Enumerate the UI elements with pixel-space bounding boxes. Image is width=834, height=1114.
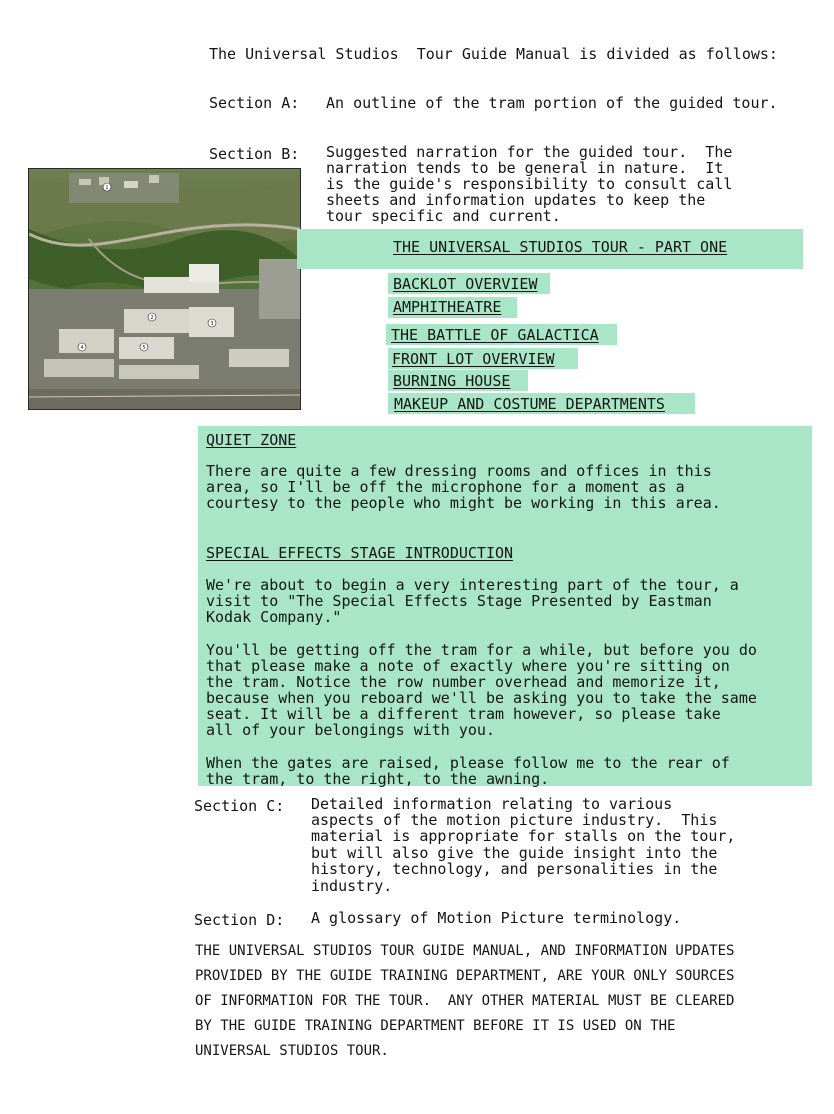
quiet-zone-heading: QUIET ZONE xyxy=(206,431,297,449)
special-effects-heading: SPECIAL EFFECTS STAGE INTRODUCTION xyxy=(206,544,514,562)
section-a-label: Section A: xyxy=(209,94,300,112)
photo-marker-label: 1 xyxy=(105,185,109,191)
section-b-line: Suggested narration for the guided tour. The xyxy=(326,143,733,161)
toc-item: THE BATTLE OF GALACTICA xyxy=(391,326,599,344)
notice-line: BY THE GUIDE TRAINING DEPARTMENT BEFORE IT IS USED ON THE xyxy=(195,1018,676,1034)
section-c-line: aspects of the motion picture industry. This xyxy=(311,811,718,829)
section-b-line: is the guide's responsibility to consult call xyxy=(326,175,733,193)
special-effects-line: because when you reboard we'll be asking you to take the same xyxy=(206,689,757,707)
notice-line: PROVIDED BY THE GUIDE TRAINING DEPARTMENT, ARE YOUR ONLY SOURCES xyxy=(195,968,735,984)
quiet-zone-line: courtesy to the people who might be working in this area. xyxy=(206,494,721,512)
section-c-label: Section C: xyxy=(194,797,285,815)
studio-aerial-photo xyxy=(28,168,301,410)
toc-item: MAKEUP AND COSTUME DEPARTMENTS xyxy=(394,395,665,413)
special-effects-line: Kodak Company." xyxy=(206,608,342,626)
notice-line: OF INFORMATION FOR THE TOUR. ANY OTHER MATERIAL MUST BE CLEARED xyxy=(195,993,735,1009)
special-effects-line: seat. It will be a different tram however, so please take xyxy=(206,705,721,723)
special-effects-line: You'll be getting off the tram for a while, but before you do xyxy=(206,641,757,659)
toc-item: BACKLOT OVERVIEW xyxy=(393,275,538,293)
photo-marker-label: 3 xyxy=(210,321,214,327)
section-d-text: A glossary of Motion Picture terminology. xyxy=(311,909,682,927)
section-b-line: tour specific and current. xyxy=(326,207,561,225)
section-c-line: industry. xyxy=(311,877,393,895)
photo-marker-label: 2 xyxy=(150,315,154,321)
section-d-label: Section D: xyxy=(194,911,285,929)
section-c-line: material is appropriate for stalls on the tour, xyxy=(311,827,736,845)
section-b-line: sheets and information updates to keep the xyxy=(326,191,706,209)
notice-line: UNIVERSAL STUDIOS TOUR. xyxy=(195,1043,389,1059)
notice-line: THE UNIVERSAL STUDIOS TOUR GUIDE MANUAL, AND INFORMATION UPDATES xyxy=(195,943,735,959)
section-a-text: An outline of the tram portion of the guided tour. xyxy=(326,94,778,112)
photo-marker-label: 4 xyxy=(80,345,84,351)
section-b-label: Section B: xyxy=(209,145,300,163)
quiet-zone-line: area, so I'll be off the microphone for a moment as a xyxy=(206,478,685,496)
special-effects-line: When the gates are raised, please follow me to the rear of xyxy=(206,754,730,772)
special-effects-line: that please make a note of exactly where you're sitting on xyxy=(206,657,730,675)
special-effects-line: visit to "The Special Effects Stage Presented by Eastman xyxy=(206,592,712,610)
manual-intro: The Universal Studios Tour Guide Manual is divided as follows: xyxy=(209,45,778,63)
special-effects-line: We're about to begin a very interesting part of the tour, a xyxy=(206,576,739,594)
photo-marker-label: 5 xyxy=(142,345,146,351)
special-effects-line: the tram, to the right, to the awning. xyxy=(206,770,550,788)
toc-item: FRONT LOT OVERVIEW xyxy=(392,350,555,368)
quiet-zone-line: There are quite a few dressing rooms and offices in this xyxy=(206,462,712,480)
toc-item: BURNING HOUSE xyxy=(393,372,511,390)
special-effects-line: the tram. Notice the row number overhead and memorize it, xyxy=(206,673,721,691)
section-c-line: history, technology, and personalities in the xyxy=(311,860,718,878)
section-c-line: but will also give the guide insight into the xyxy=(311,844,718,862)
tour-part-heading: THE UNIVERSAL STUDIOS TOUR - PART ONE xyxy=(393,238,728,256)
section-b-line: narration tends to be general in nature. It xyxy=(326,159,724,177)
special-effects-line: all of your belongings with you. xyxy=(206,721,495,739)
section-c-line: Detailed information relating to various xyxy=(311,795,673,813)
toc-item: AMPHITHEATRE xyxy=(393,298,502,316)
